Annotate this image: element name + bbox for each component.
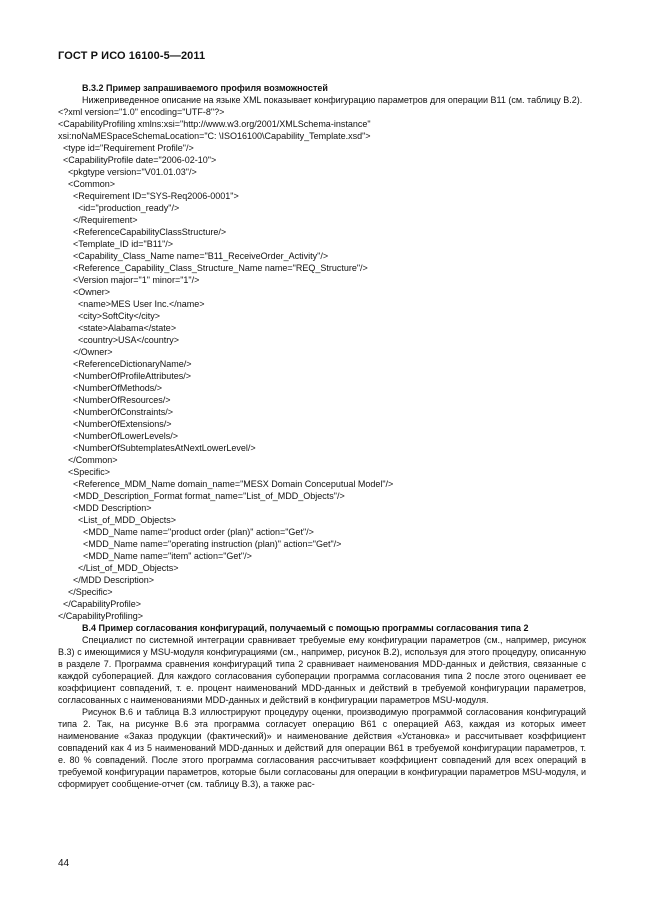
- xml-code-line: <type id="Requirement Profile"/>: [58, 143, 194, 153]
- xml-code-line: <NumberOfResources/>: [58, 395, 171, 405]
- page-number: 44: [58, 858, 70, 869]
- xml-code-line: <Owner>: [58, 287, 111, 297]
- xml-code-line: </MDD Description>: [58, 575, 155, 585]
- xml-code-line: <Version major="1" minor="1"/>: [58, 275, 200, 285]
- xml-code-line: </List_of_MDD_Objects>: [58, 563, 179, 573]
- xml-code-line: <name>MES User Inc.</name>: [58, 299, 205, 309]
- xml-code-line: </CapabilityProfiling>: [58, 611, 144, 621]
- xml-code-line: <MDD_Name name="operating instruction (plan)" action="Get"/>: [58, 539, 342, 549]
- xml-code-line: <NumberOfLowerLevels/>: [58, 431, 179, 441]
- xml-code-line: <NumberOfMethods/>: [58, 383, 163, 393]
- xml-code-line: <MDD_Description_Format format_name="List_of_MDD_Objects"/>: [58, 491, 345, 501]
- xml-code-line: <country>USA</country>: [58, 335, 180, 345]
- xml-code-line: <CapabilityProfiling xmlns:xsi="http://www.w3.org/2001/XMLSchema-instance": [58, 119, 371, 129]
- xml-code-block: [58, 106, 586, 622]
- xml-code-line: <Requirement ID="SYS-Req2006-0001">: [58, 191, 239, 201]
- xml-code-line: <ReferenceDictionaryName/>: [58, 359, 192, 369]
- xml-code-line: <ReferenceCapabilityClassStructure/>: [58, 227, 227, 237]
- xml-code-line: <Specific>: [58, 467, 111, 477]
- xml-code-line: <NumberOfProfileAttributes/>: [58, 371, 192, 381]
- xml-code-line: xsi:noNaMESpaceSchemaLocation="C: \ISO16100\Capability_Template.xsd">: [58, 131, 371, 141]
- section-b32-title: В.3.2 Пример запрашиваемого профиля возможностей: [82, 83, 328, 93]
- xml-code-line: </Owner>: [58, 347, 113, 357]
- xml-code-line: <MDD Description>: [58, 503, 152, 513]
- xml-code-line: <id="production_ready"/>: [58, 203, 180, 213]
- xml-code-line: <Capability_Class_Name name="B11_ReceiveOrder_Activity"/>: [58, 251, 329, 261]
- xml-code-line: </Specific>: [58, 587, 113, 597]
- xml-code-line: </CapabilityProfile>: [58, 599, 142, 609]
- xml-code-line: <?xml version="1.0" encoding="UTF-8"?>: [58, 107, 225, 117]
- xml-code-line: <Common>: [58, 179, 116, 189]
- page-content: [58, 82, 586, 790]
- xml-code-line: </Common>: [58, 455, 118, 465]
- xml-code-line: </Requirement>: [58, 215, 138, 225]
- xml-code-line: <MDD_Name name="product order (plan)" action="Get"/>: [58, 527, 314, 537]
- xml-code-line: <pkgtype version="V01.01.03"/>: [58, 167, 197, 177]
- xml-code-line: <NumberOfSubtemplatesAtNextLowerLevel/>: [58, 443, 256, 453]
- xml-code-line: <NumberOfConstraints/>: [58, 407, 174, 417]
- section-b4-title: В.4 Пример согласования конфигураций, получаемый с помощью программы согласования типа 2: [82, 623, 529, 633]
- document-header-title: ГОСТ Р ИСО 16100-5—2011: [58, 50, 206, 62]
- xml-code-line: <Template_ID id="B11"/>: [58, 239, 174, 249]
- section-b32-intro: Нижеприведенное описание на языке XML показывает конфигурацию параметров для операции В11 (см. таблицу В.2).: [82, 95, 583, 105]
- xml-code-line: <List_of_MDD_Objects>: [58, 515, 177, 525]
- xml-code-line: <Reference_MDM_Name domain_name="MESX Domain Conceputual Model"/>: [58, 479, 394, 489]
- xml-code-line: <Reference_Capability_Class_Structure_Name name="REQ_Structure"/>: [58, 263, 368, 273]
- xml-code-line: <MDD_Name name="item" action="Get"/>: [58, 551, 252, 561]
- section-b4-paragraph-1: Специалист по системной интеграции сравнивает требуемые ему конфигурации параметров (см., например, рисунок В.3) с имеющимися у MSU-модуля конфигурациями (см., например, рисунок В.2), используя для этого процедуру, описанную в разделе 7. Программа сравнения конфигураций типа 2 сравнивает наименования MDD-данных и действия, связанные с каждой субоперацией. Для каждого согласования субоперации программа согласования типа 2 после этого оценивает ее коэффициент совпадений, т. е. процент наименований MDD-данных и действий в требуемой конфигурации параметров, согласованных с наименованиями MDD-данных и действий в конфигурации параметров MSU-модуля.: [58, 635, 586, 705]
- xml-code-line: <CapabilityProfile date="2006-02-10">: [58, 155, 217, 165]
- section-b4-paragraph-2: Рисунок В.6 и таблица В.3 иллюстрируют процедуру оценки, производимую программой согласования конфигураций типа 2. Так, на рисунке В.6 эта программа согласует операцию В61 с операцией А63, каждая из которых имеет наименование «Заказ продукции (фактический)» и наименование действия «Установка» и рассчитывает коэффициент совпадений как 4 из 5 наименований MDD-данных и действий для операции В61 в требуемой конфигурации параметров, т. е. 80 % совпадений. После этого программа согласования рассчитывает коэффициент совпадений для всех операций в требуемой конфигурации параметров, которые были согласованы для операции в конфигурации параметров MSU-модуля, и сформирует сообщение-отчет (см. таблицу В.3), а также рас-: [58, 707, 586, 789]
- xml-code-line: <state>Alabama</state>: [58, 323, 177, 333]
- xml-code-line: <NumberOfExtensions/>: [58, 419, 172, 429]
- xml-code-line: <city>SoftCity</city>: [58, 311, 161, 321]
